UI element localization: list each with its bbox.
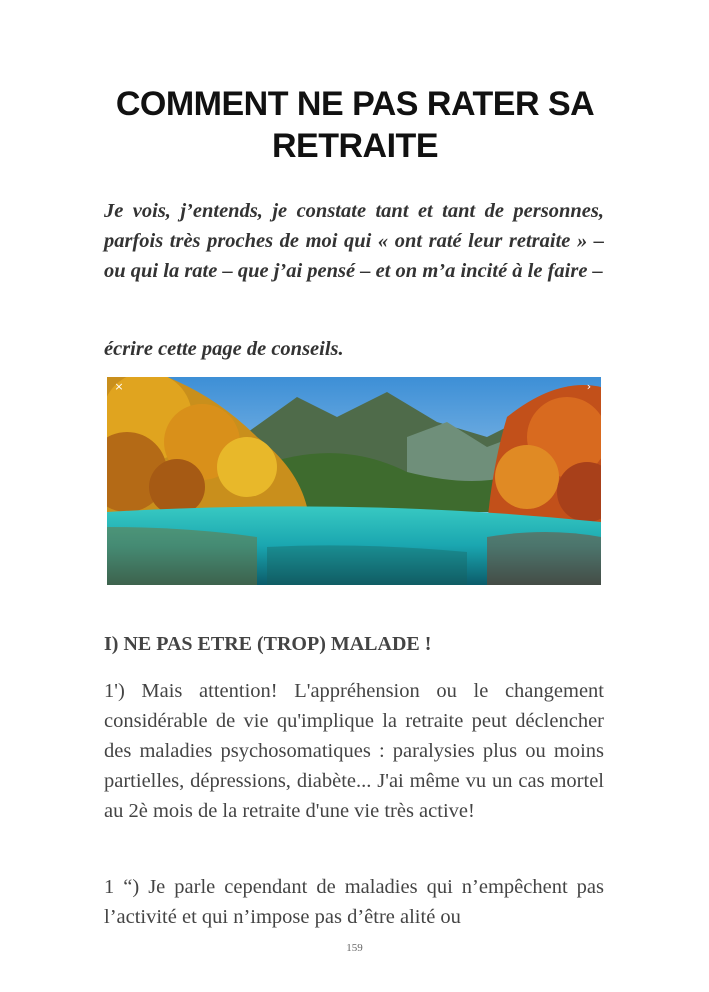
landscape-photo — [107, 377, 601, 585]
page-title: COMMENT NE PAS RATER SA RETRAITE — [115, 85, 595, 165]
section-heading: I) NE PAS ETRE (TROP) MALADE ! — [104, 633, 432, 655]
chevron-right-icon[interactable]: › — [586, 380, 592, 393]
landscape-illustration — [107, 377, 601, 585]
close-icon[interactable]: × — [114, 380, 124, 393]
page-number: 159 — [346, 942, 363, 954]
body-paragraph-1: 1') Mais attention! L'appréhension ou le changement considérable de vie qu'implique la retraite peut déclencher des maladies psychosomatiques : paralysies plus ou moins partielles, dépressions, diabète... J'ai même vu un cas mortel au 2è mois de la retraite d'une vie très active! — [104, 680, 604, 822]
body-paragraph-2: 1 “) Je parle cependant de maladies qui n’empêchent pas l’activité et qui n’impose pas d’être alité ou — [104, 876, 604, 928]
intro-continuation: écrire cette page de conseils. — [104, 338, 344, 360]
intro-paragraph: Je vois, j’entends, je constate tant et tant de personnes, parfois très proches de moi qui « ont raté leur retraite » – ou qui la rate – que j’ai pensé – et on m’a incité à le faire – — [104, 200, 604, 282]
